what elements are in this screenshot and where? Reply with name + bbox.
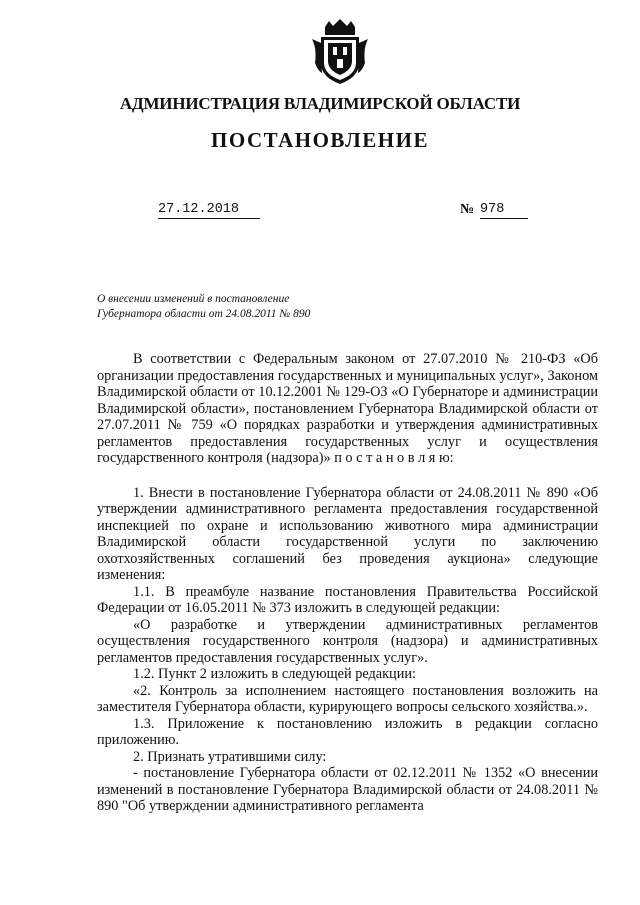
paragraph-1-1: 1.1. В преамбуле название постановления Правительства Российской Федерации от 16.05.2011 № 373 изложить в следующей редакции: [97, 583, 598, 616]
document-date: 27.12.2018 [158, 202, 260, 219]
subject-line: Губернатора области от 24.08.2011 № 890 [97, 308, 311, 320]
quote-1-2: «2. Контроль за исполнением настоящего постановления возложить на заместителя Губернатора области, курирующего вопросы сельского хозяйства.». [97, 682, 598, 715]
paragraph-2-item: - постановление Губернатора области от 02.12.2011 № 1352 «О внесении изменений в постановление Губернатора Владимирской области от 24.08.2011 № 890 "Об утверждении административного регламента [97, 765, 598, 814]
document-subject [97, 292, 310, 322]
number-label: № [460, 202, 475, 217]
vladimir-region-coat-of-arms-icon [309, 19, 371, 85]
organization-name: АДМИНИСТРАЦИЯ ВЛАДИМИРСКОЙ ОБЛАСТИ [119, 94, 521, 113]
document-type-title: ПОСТАНОВЛЕНИЕ [211, 128, 429, 152]
preamble-paragraph: В соответствии с Федеральным законом от 27.07.2010 № 210-ФЗ «Об организации предоставления государственных и муниципальных услуг», Законом Владимирской области от 10.12.2001 № 129-ОЗ «О Губернаторе и администрации Владимирской области», постановлением Губернатора Владимирской области от 27.07.2011 № 759 «О порядках разработки и утверждения административных регламентов предоставления государственных услуг и осуществления государственного контроля (надзора)» п о с т а н о в л я ю: [97, 351, 598, 466]
paragraph-1: 1. Внести в постановление Губернатора области от 24.08.2011 № 890 «Об утверждении административного регламента предоставления государственной инспекцией по охране и использованию животного мира администрации Владимирской области государственной услуги по заключению охотхозяйственных соглашений без проведения аукциона» следующие изменения: [97, 484, 598, 583]
subject-line: О внесении изменений в постановление [97, 293, 290, 305]
quote-1-1: «О разработке и утверждении административных регламентов осуществления государственного контроля (надзора) и административных регламентов предоставления государственных услуг». [97, 616, 598, 666]
document-body [97, 351, 598, 815]
paragraph-1-2: 1.2. Пункт 2 изложить в следующей редакции: [133, 666, 416, 682]
paragraph-1-3: 1.3. Приложение к постановлению изложить в редакции согласно приложению. [97, 715, 598, 748]
paragraph-2: 2. Признать утратившими силу: [133, 748, 327, 765]
document-number: 978 [480, 202, 528, 219]
